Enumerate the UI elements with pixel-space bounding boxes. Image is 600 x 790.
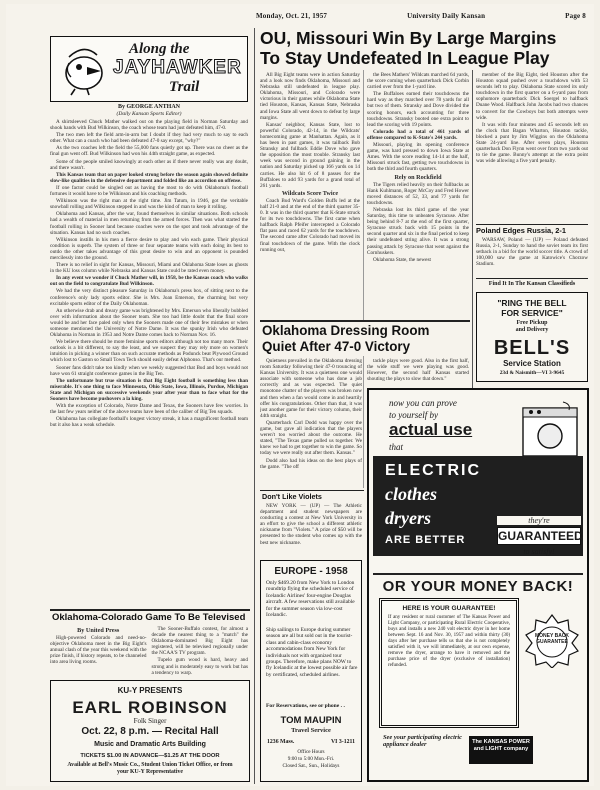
- masthead: [256, 12, 586, 24]
- paragraph: With the exception of Colorado, Notre Dame and Texas, the Sooners have few worries. In the last few years neither of the above teams have been of the caliber of Big Ten squads.: [50, 403, 248, 416]
- paragraph: The Buffaloes earned their touchdowns the hard way as they marched over 78 yards for all but two of them. Stransky and Dove divided the scoring honors, each accounting for three touchdowns. Stransky booted one extra point to lead the scoring with 19 points.: [367, 91, 469, 128]
- paragraph: We had the very distinct pleasure Saturday in Oklahoma's press box, of sitting next to the conference's only lady sports editor. She is Mrs. Joan Emerson, the charming but very excitable sports editor of the Daily Oklahoman.: [50, 288, 248, 307]
- paragraph: Oklahoma and Kansas, after the war, found themselves in similar situations. Both schools had a wealth of material in men returning from the armed forces. Then was what started the football rolling in Sooner land because coaches were on the spot and took advantage of the situation. Kansas had no such coaches.: [50, 211, 248, 236]
- kpl-logo: The KANSAS POWER and LIGHT company: [469, 736, 533, 764]
- paragraph: Wilkinson instills in his men a fierce desire to play and win each game. Their physical condition is superb. The system of three or four separate teams with each doing its best to outdo the other takes advantage of this great desire to win and an opponent is pounded mercilessly into the ground.: [50, 236, 248, 261]
- guarantee-title: HERE IS YOUR GUARANTEE!: [402, 605, 496, 612]
- masthead-paper: University Daily Kansan: [407, 12, 486, 20]
- europe-ad: [260, 560, 362, 782]
- paragraph: As the two coaches left the field the 55,000 fans quietly got up. There was no cheer as the final gun went off. Bud Wilkinson had won his 44th straight game, as expected.: [50, 145, 248, 158]
- paragraph: In any event we wonder if Chuck Mather will, in 1958, be the Kansas coach who walks out on the field to congratulate Bud Wilkinson.: [50, 275, 248, 288]
- dressing-col-1: [260, 358, 362, 486]
- paragraph: The unfortunate but true situation is that Big Eight football is something less than miserable. It's one thing to face Minnesota, Ohio State, Iowa, Illinois, Purdue, Michigan State and Michigan on successive weekends year after year than to face what for the Sooners have become pushovers a la king.: [50, 377, 248, 403]
- okco-body: [50, 626, 248, 676]
- bells-line3: Free Pickup: [516, 320, 548, 326]
- kuy-date: Oct. 22, 8 p.m. — Recital Hall: [81, 726, 219, 737]
- dryer-ad: [367, 388, 589, 782]
- kuy-subtitle: Folk Singer: [133, 717, 167, 725]
- europe-agent: TOM MAUPIN: [280, 715, 342, 726]
- rule: [260, 490, 364, 491]
- column-byline-sub: (Daily Kansan Sports Editor): [116, 111, 182, 117]
- main-col-2: [367, 72, 469, 318]
- paragraph: The Sooner-Buffalo contest, for almost a decade the nearest thing to a "match" the Oklahoma-dominated Big Eight has registered, will be televised regionally under the NCAA'S TV program.: [151, 626, 248, 657]
- poland-body: [476, 237, 588, 275]
- europe-hours2: 9:00 to 5:00 Mon.-Fri.: [287, 756, 335, 762]
- europe-addr: 1236 Mass.: [267, 739, 295, 745]
- dryer-or-money: OR YOUR MONEY BACK!: [382, 578, 574, 595]
- jayhawk-icon: [57, 41, 111, 97]
- dryer-line1: now you can prove: [389, 398, 457, 408]
- logo-line3: Trail: [169, 79, 200, 95]
- subhead: Rely on Rockfield: [394, 173, 442, 181]
- column-logo: [50, 36, 248, 102]
- paragraph: There is no relief in sight for Kansas, Missouri, Miami and Oklahoma State loses as ghosts in the KU loss column while Nebraska and Kansas State could be rated even money.: [50, 262, 248, 275]
- europe-agent-sub: Travel Service: [291, 727, 331, 734]
- dryer-guaranteed: GUARANTEED: [498, 529, 583, 543]
- europe-text2: Ship sailings to Europe during summer season are all but sold out in the tourist-class and cabin-class economy accommodations from New York for individuals not with organized tour groups. Therefore, make plans NOW to fly Icelandic at the lowest possible air fare by certificated, scheduled airlines.: [266, 627, 358, 678]
- paragraph: Coach Bud Ward's Golden Buffs led at the half 21-0 and at the end of the third quarter 35-0. It was in the third quarter that K-State struck for its two touchdowns. The first came when halfback Ralph Pfeifer intercepted a Colorado flat pass and raced 62 yards for the touchdown. The second came after Colorado had moved its final touchdown of the game. With the clock running out,: [260, 197, 360, 253]
- dryer-line6: clothes: [385, 484, 437, 504]
- dryer-satisfy: to satisfy!: [523, 547, 555, 556]
- paragraph: Tupelo gum wood is hard, heavy and strong and is moderately easy to work but has a tendency to warp.: [151, 657, 248, 676]
- rule: [373, 573, 583, 575]
- paragraph: Quietness prevailed in the Oklahoma dressing room Saturday following their 47-0 trouncing of Kansas University. It was a quietness one would associate with someone who has done a job correctly and as was expected. The quiet monotone chatter of the players was broken now and then when a fan would come in and heartily offer his congratulations. Other than that, it was just another game for their victory column, their 44th straight.: [260, 358, 362, 419]
- column-byline: By GEORGE ANTHAN: [117, 104, 180, 110]
- paragraph: This Kansas team that on paper looked strong before the season again showed definite slow-like qualities in the defensive department and folded like an accordion on offense.: [50, 171, 248, 184]
- poland-text: WARSAW, Poland — (UP) — Poland defeated Russia, 2-1, Sunday to hand the soviet team its first setback in a bid for the world soccer title. A crowd of 100,000 saw the game at Katowice's Chorzow Stadium.: [476, 237, 588, 268]
- main-headline-2: To Stay Undefeated In League Play: [260, 48, 550, 68]
- see-dealer: See your participating electric appliance dealer: [383, 734, 462, 749]
- masthead-date: Monday, Oct. 21, 1957: [256, 12, 328, 20]
- paragraph: Some of the people smiled knowingly at each other as if there never really was any doubt, and there wasn't.: [50, 158, 248, 171]
- paragraph: Oklahoma State, the newest: [373, 256, 431, 263]
- main-col-1: [260, 72, 360, 318]
- dressing-headline-1: Oklahoma Dressing Room: [262, 323, 430, 338]
- paragraph: Kansas' neighbor, Kansas State, lost to powerful Colorado, 42-14, in the Wildcats' homecoming game at Manhattan. Again, as it has been in past games, it was tailback Bob Stransky and fullback Eddie Dove who gave the opposition the most trouble. Stransky last week was second in ground gaining in the nation and Saturday picked up 166 yards on 14 carries. He also hit 6 of 8 passes for the Buffaloes to add 93 yards for a grand total of 261 yards.: [260, 121, 360, 189]
- column-rule: [254, 28, 255, 784]
- guaranteed-badge: [497, 516, 581, 566]
- paragraph: High-powered Colorado and need-no-objective Oklahoma meet in the Big Eight's annual clash of the year this weekend with the prize finish, if history repeats, to be channeled into area living rooms.: [50, 635, 147, 666]
- bells-name: BELL'S: [493, 337, 571, 359]
- dryer-line3: actual use: [389, 420, 473, 439]
- seal-text: MONEY BACK GUARANTEE: [534, 633, 570, 645]
- paragraph: Oklahoma has collegiate football's longest victory streak, it has a magnificent football team but it also has a weak schedule.: [50, 416, 248, 429]
- dryer-line4: that: [389, 442, 404, 452]
- main-col-3: [476, 72, 588, 222]
- paragraph: tackle plays were good. Also in the first half, the wide stuff we were playing was good. However, the second half Kansas started shouting the plays to slow that down.": [367, 358, 469, 383]
- okco-credit: By United Press: [77, 627, 120, 634]
- column-rule: [363, 356, 364, 488]
- bells-line1: "RING THE BELL: [497, 298, 567, 308]
- column-body: [50, 119, 248, 606]
- guarantee-certificate: [379, 598, 519, 728]
- europe-phone: VI 3-1211: [331, 739, 355, 745]
- dryer-line7: dryers: [385, 508, 431, 528]
- europe-hours3: Closed Sat., Sun., Holidays: [282, 763, 340, 769]
- bells-line4: and Delivery: [515, 327, 549, 333]
- paragraph: Dodd also had his ideas on the best plays of the game. "The off: [260, 457, 362, 470]
- dryer-appliance-icon: [519, 400, 581, 460]
- dressing-col-2: [367, 358, 469, 390]
- column-rule: [363, 70, 364, 320]
- classified-line: Find It In The Kansan Classifieds: [488, 281, 576, 287]
- violets-body: [260, 503, 362, 557]
- bells-ad: [476, 292, 588, 382]
- paragraph: The two men left the field arm-in-arm but I doubt if they had very much to say to each other. What can a coach who had been defeated 47-0 say except, "why?": [50, 132, 248, 145]
- europe-title: EUROPE - 1958: [274, 566, 348, 577]
- rule: [476, 224, 588, 225]
- bells-line2: FOR SERVICE": [501, 308, 563, 318]
- europe-text3: For Reservations, see or phone . .: [266, 703, 345, 709]
- logo-line1: Along the: [129, 41, 190, 57]
- paragraph: It was with four minutes and 45 seconds left on the clock that Bagan Wharton, Houston tackle, blocked a punt by Jim Wiggins on the Oklahoma State 24-yard line. After seven plays, Houston quarterback Don Flynn went over from two yards out to tie the game. Bunny's attempt at the extra point was wide allowing a five yard penalty.: [476, 121, 588, 165]
- paragraph: All Big Eight teams were in action Saturday and a look now finds Oklahoma, Missouri and Nebraska still undefeated in league play. Oklahoma, Missouri, and Colorado were victorious in their games while Oklahoma State tied Houston, Kansas, Kansas State, Nebraska and Iowa State all went down to defeat by large margins.: [260, 72, 360, 121]
- paragraph: the Bees Mathers' Wildcats marched 64 yards, the score coming when quarterback Dick Corbin carried over from the 1-yard line.: [367, 72, 469, 91]
- dryer-theyre: they're: [497, 516, 581, 525]
- kuy-ad: [50, 680, 250, 782]
- europe-hours1: Office Hours: [297, 749, 325, 755]
- paragraph: Nebraska lost its third game of the year Saturday, this time to unbeaten Syracuse. After being behind 8-7 at the end of the first quarter, Syracuse struck back with 15 points in the second quarter and six in the final period to keep their undefeated string alive. It was a strong passing attack by Syracuse that went against the Cornhuskers.: [367, 206, 469, 256]
- paragraph: Sooner fans didn't take too kindly when we weekly suggested that Bud and boys would not have won 61 straight conference games in the Big Ten.: [50, 364, 248, 377]
- okco-headline: Oklahoma-Colorado Game To Be Televised: [52, 612, 246, 623]
- kuy-presents: KU-Y PRESENTS: [117, 686, 183, 695]
- newspaper-page: [6, 4, 594, 786]
- paragraph: Missouri, playing its opening conference game, was hard pressed to down Iowa State at Ames. With the score reading 14-14 at the half, Missouri struck fast, getting two touchdowns in both the third and fourth quarters.: [367, 142, 469, 173]
- poland-headline: Poland Edges Russia, 2-1: [476, 226, 566, 235]
- paragraph: A shirtsleeved Chuck Mather walked out on the playing field in Norman Saturday and shook hands with Bud Wilkinson, the coach whose team had just defeated him, 47-0.: [50, 119, 248, 132]
- paragraph: Wilkinson was the right man at the right time. Jim Tatum, in 1946, got the veritable snowball rolling and Wilkinson stepped in and was the kind of man to keep it rolling.: [50, 198, 248, 211]
- bells-addr: 23d & Naismith—VI 3-9645: [499, 370, 565, 376]
- bells-sub: Service Station: [503, 359, 561, 368]
- rule: [50, 609, 250, 611]
- dressing-headline-2: Quiet After 47-0 Victory: [262, 339, 411, 354]
- kuy-venue: Music and Dramatic Arts Building: [94, 741, 206, 748]
- rule: [260, 320, 470, 322]
- guarantee-text: If any resident or rural customer of The Kansas Power and Light Company, or participating Rural Electric Cooperative, buys and installs a new 240 volt electric dryer in her home between Sept. 16 and Nov. 30, 1957 and within thirty (30) days after her purchase tells us that she is not completely satisfied with it, we will immediately, at our own expense, remove the dryer, arrange to have it removed and the purchase price of the dryer (exclusive of installation) refunded.: [388, 615, 510, 668]
- main-headline-1: OU, Missouri Win By Large Margins: [260, 28, 557, 48]
- violets-headline: Don't Like Violets: [262, 492, 322, 501]
- paragraph: An otherwise drab and dreary game was brightened by Mrs. Emerson who liberally bubbled over with information about the Sooner team. She too had little doubt that the final score would be and her face paled only when the Sooners made one of their few mistakes or when someone mentioned the University of Notre Dame. It was the spunky Irish who defeated Oklahoma in Norman in 1953 and Notre Dame comes back to Norman Nov. 16.: [50, 307, 248, 339]
- paragraph: The Tigers relied heavily on their fullbacks as Hank Kuhlmann, Roger McCoy and Fred Hower moved distances of 52, 33, and 77 yards for touchdowns.: [367, 181, 469, 206]
- subhead: Wildcats Score Twice: [281, 189, 339, 197]
- paragraph: Colorado had a total of 461 yards of offense compared to K-State's 244 yards.: [367, 128, 469, 141]
- dryer-line2: to yourself by: [389, 410, 438, 420]
- violets-text: NEW YORK — (UP) — The Athletic department and student newspapers are conducting a contest at New York University in an effort to give the school a different athletic nickname from "Violets." A prize of $50 will be presented to the student who comes up with the best new nickname.: [260, 503, 362, 546]
- paragraph: member of the Big Eight, tied Houston after the Houston squad pushed over a touchdown with 53 seconds left to play. Oklahoma State scored its only touchdown in the first quarter on a 6-yard pass from sophomore quarterback Dick Soergel to halfback Duane Wood. Halfback John Jacobs had two chances to convert for the Cowboys but both attempts were wide.: [476, 72, 588, 121]
- logo-line2: JAYHAWKER: [113, 57, 242, 78]
- dryer-line5: ELECTRIC: [385, 462, 481, 479]
- paragraph: Quarterback Carl Dodd was happy over the game, but gave all indication that the players weren't too worried about the outcome. He stated, "The Texas game pulled us together. We knew we had to get together to win the game. So today we were really out after them. Kansas.": [260, 419, 362, 457]
- kuy-tickets: TICKETS $1.00 IN ADVANCE—$1.25 AT THE DOOR: [80, 753, 220, 759]
- kuy-name: EARL ROBINSON: [72, 698, 228, 717]
- rule: [476, 278, 588, 279]
- masthead-page: Page 8: [565, 12, 586, 20]
- kuy-available: Available at Bell's Music Co., Student Union Ticket Office, or from your KU-Y Representative: [67, 762, 233, 775]
- europe-text: Only $469.20 from New York to London roundtrip flying the scheduled service of Icelandic Airlines' four-engine Douglas aircraft. A few reservations still available for the summer season via low-cost Icelandic.: [266, 580, 355, 619]
- paragraph: We believe there should be more feminine sports editors although not too many more. Their outlook is a bit different, to say the least, and we suspect they may rely more on women's intuition in picking a winner than on such accurate methods as Podunck beat Plywood Ground which lost to Gaston so Small Town Tech should easily defeat Alphonso. That's our method.: [50, 339, 248, 364]
- paragraph: If one factor could be singled out as having the most to do with Oklahoma's football fortunes it would have to be Wilkinson and his coaching methods.: [50, 184, 248, 198]
- dryer-line8: ARE BETTER: [385, 534, 466, 546]
